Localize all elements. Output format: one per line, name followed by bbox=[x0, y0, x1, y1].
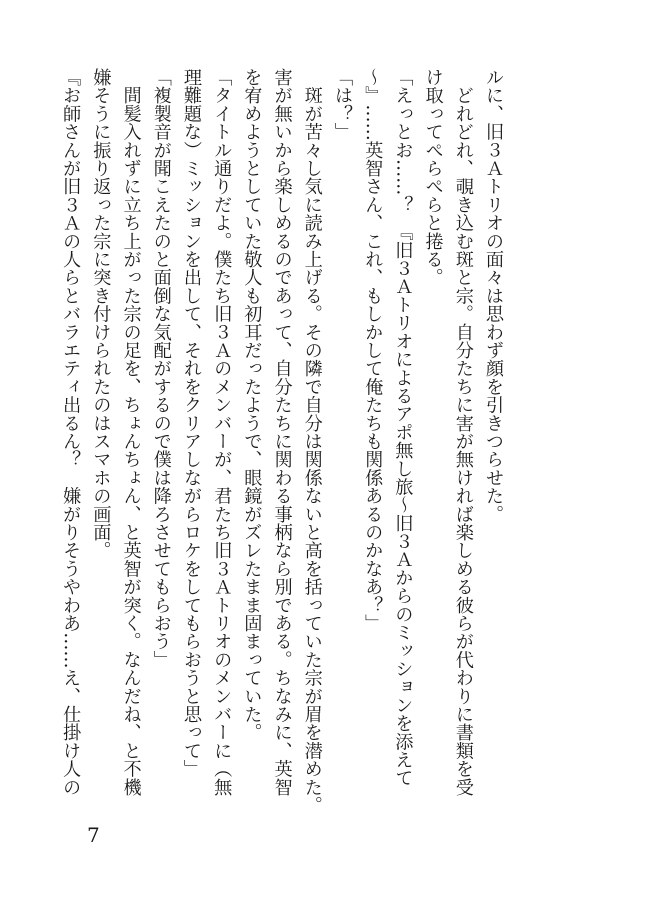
text-line: ルに、旧３Ａトリオの面々は思わず顔を引きつらせた。 bbox=[483, 68, 504, 523]
text-line: 「は？」 bbox=[331, 68, 353, 141]
text-line: 「えっとお……？ 『旧３Ａトリオによるアポ無し旅〜旧３Ａからのミッションを添えて bbox=[392, 68, 414, 787]
text-line: どれどれ、覗き込む斑と宗。自分たちに害が無ければ楽しめる彼らが代わりに書類を受 bbox=[452, 68, 474, 796]
text-line: 斑が苦々し気に読み上げる。その隣で自分は関係ないと高を括っていた宗が眉を潜めた。 bbox=[301, 68, 323, 815]
text-line: を宥めようとしていた敬人も初耳だったようで、眼鏡がズレたまま固まっていた。 bbox=[241, 68, 263, 742]
text-line: 〜』……英智さん、これ、もしかして俺たちも関係あるのかなあ？」 bbox=[362, 68, 384, 633]
text-line: 間髪入れずに立ち上がった宗の足を、ちょんちょん、と英智が突く。なんだね、と不機 bbox=[120, 68, 142, 796]
vertical-text-block bbox=[60, 68, 508, 815]
text-line: け取ってぺらぺらと捲る。 bbox=[422, 68, 444, 287]
text-line: 理難題な）ミッションを出して、それをクリアしながらロケをしてもらおうと思って」 bbox=[180, 68, 202, 778]
text-line: 「タイトル通りだよ。僕たち旧３Ａのメンバーが、君たち旧３Ａトリオのメンバーに（無 bbox=[211, 68, 233, 796]
text-line: 害が無いから楽しめるのであって、自分たちに関わる事柄なら別である。ちなみに、英智 bbox=[271, 68, 293, 796]
page-number: 7 bbox=[87, 823, 100, 847]
text-line: 『お師さんが旧３Ａの人らとバラエティ出るん？ 嫌がりそうやわあ……え、仕掛け人の bbox=[60, 68, 82, 796]
text-line: 嫌そうに振り返った宗に突き付けられたのはスマホの画面。 bbox=[90, 68, 112, 560]
text-line: 「複製音が聞こえたのと面倒な気配がするので僕は降ろさせてもらおう」 bbox=[150, 68, 172, 669]
